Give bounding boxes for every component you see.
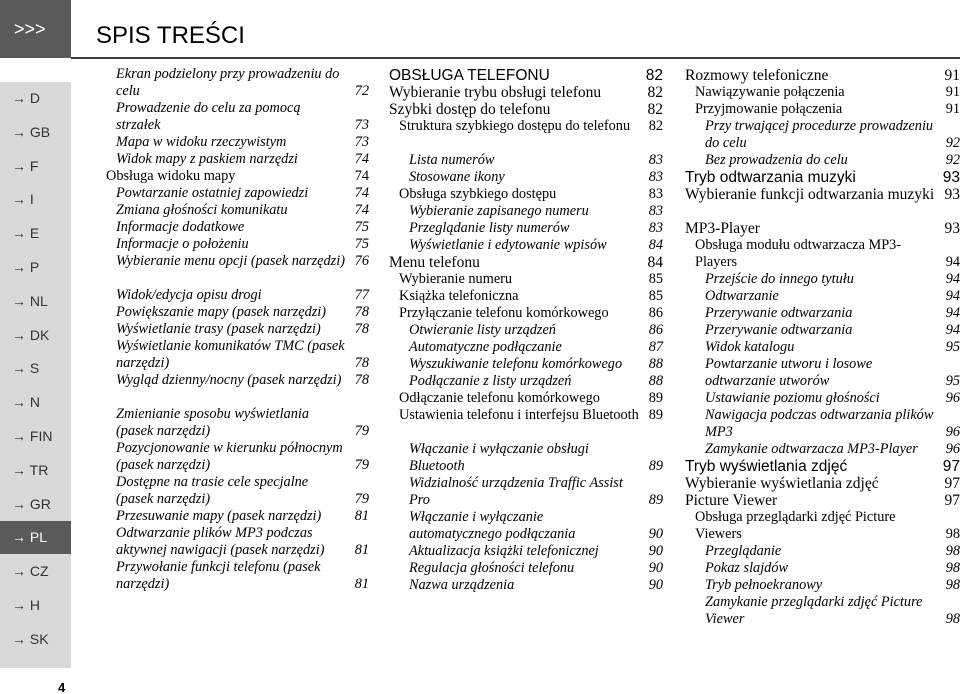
toc-entry-page: 81 [354, 508, 369, 524]
toc-entry[interactable] [685, 101, 960, 118]
toc-entry-title: Przejście do innego tytułu [705, 271, 854, 287]
toc-entry-title: Odtwarzanie [705, 288, 779, 304]
toc-entry[interactable] [389, 305, 663, 322]
toc-entry-title: Menu telefonu [389, 254, 480, 271]
toc-entry[interactable] [389, 152, 663, 169]
toc-entry-title: Obsługa widoku mapy [106, 168, 236, 184]
toc-entry-title: Tryb wyświetlania zdjęć [685, 458, 848, 475]
language-tab-e[interactable]: → E [12, 225, 40, 242]
toc-entry-page: 86 [648, 322, 663, 338]
toc-entry[interactable] [389, 356, 663, 373]
toc-entry-page: 78 [354, 321, 369, 337]
toc-entry-title: Lista numerów [409, 152, 495, 168]
toc-entry-page: 86 [648, 305, 663, 321]
toc-entry-page: 94 [945, 288, 960, 304]
toc-entry-page: 81 [354, 576, 369, 592]
toc-entry-page: 82 [645, 67, 663, 84]
language-tab-h[interactable]: → H [12, 597, 40, 613]
toc-entry[interactable] [685, 271, 960, 288]
toc-entry[interactable] [389, 118, 663, 135]
toc-entry[interactable] [389, 475, 663, 509]
toc-entry-page: 79 [354, 457, 369, 473]
toc-entry-title: Zmienianie sposobu wyświetlania (pasek narzędzi) [116, 406, 310, 439]
toc-entry[interactable] [685, 407, 960, 441]
toc-entry-title: Wyświetlanie i edytowanie wpisów [409, 237, 607, 253]
language-tab-sk[interactable]: → SK [12, 630, 49, 647]
toc-entry-title: Dostępne na trasie cele specjalne (pasek narzędzi) [116, 474, 309, 507]
toc-entry-page: 93 [942, 169, 960, 186]
toc-entry-title: Wybieranie zapisanego numeru [409, 203, 589, 219]
language-tab-gb[interactable]: → GB [12, 123, 51, 140]
toc-entry-title: Zamykanie przeglądarki zdjęć Picture Viewer [705, 594, 923, 627]
toc-entry-title: Ustawianie poziomu głośności [705, 390, 880, 406]
toc-entry-page: 73 [354, 117, 369, 133]
toc-entry[interactable] [106, 287, 369, 304]
toc-entry-page: 97 [942, 458, 960, 475]
toc-entry-page: 82 [648, 118, 663, 134]
toc-entry-page: 91 [944, 67, 960, 84]
toc-entry-page: 89 [648, 390, 663, 406]
language-tab-p[interactable]: → P [12, 259, 40, 275]
toc-entry-title: Informacje dodatkowe [116, 219, 245, 235]
toc-entry-title: Widok katalogu [705, 339, 795, 355]
toc-entry-page: 98 [945, 543, 960, 559]
toc-entry-page: 84 [648, 237, 663, 253]
toc-entry-page: 83 [648, 152, 663, 168]
toc-entry-page: 96 [945, 390, 960, 406]
toc-entry-title: Książka telefoniczna [399, 288, 519, 304]
toc-entry-title: Przyłączanie telefonu komórkowego [399, 305, 609, 321]
toc-entry-page: 75 [354, 236, 369, 252]
toc-entry-title: Otwieranie listy urządzeń [409, 322, 556, 338]
toc-entry-page: 85 [648, 288, 663, 304]
toc-entry-page: 98 [945, 577, 960, 593]
toc-entry-title: Automatyczne podłączanie [409, 339, 562, 355]
toc-entry-page: 87 [648, 339, 663, 355]
toc-entry-title: Przywołanie funkcji telefonu (pasek narzędzi) [116, 559, 321, 592]
toc-entry-page: 78 [354, 304, 369, 320]
toc-entry[interactable] [106, 134, 369, 151]
toc-entry-page: 89 [648, 407, 663, 423]
toc-entry-title: Picture Viewer [685, 492, 778, 509]
toc-entry-title: Podłączanie z listy urządzeń [409, 373, 572, 389]
toc-entry-page: 90 [648, 577, 663, 593]
toc-entry-page: 89 [648, 492, 663, 508]
toc-entry[interactable] [106, 508, 369, 525]
toc-entry-title: Powtarzanie ostatniej zapowiedzi [116, 185, 309, 201]
toc-entry-title: Widok mapy z paskiem narzędzi [116, 151, 298, 167]
toc-entry-title: Wybieranie funkcji odtwarzania muzyki [685, 186, 935, 203]
toc-entry-title: Włączanie i wyłączanie automatycznego podłączania [409, 509, 576, 542]
toc-entry[interactable] [685, 118, 960, 152]
toc-entry-page: 98 [945, 560, 960, 576]
toc-entry-title: Przerywanie odtwarzania [705, 305, 853, 321]
toc-entry-page: 94 [945, 271, 960, 287]
toc-entry[interactable] [389, 441, 663, 475]
toc-entry-page: 92 [945, 135, 960, 151]
toc-entry[interactable] [685, 237, 960, 271]
toc-entry-title: Ekran podzielony przy prowadzeniu do celu [116, 66, 340, 99]
toc-entry-page: 78 [354, 372, 369, 388]
toc-entry-title: Tryb pełnoekranowy [705, 577, 823, 593]
toc-entry[interactable] [685, 577, 960, 594]
toc-entry-page: 83 [648, 220, 663, 236]
toc-entry-title: Stosowane ikony [409, 169, 505, 185]
toc-entry[interactable] [106, 474, 369, 508]
toc-entry[interactable] [685, 441, 960, 458]
toc-entry-page: 83 [648, 186, 663, 202]
toc-entry-title: Obsługa szybkiego dostępu [399, 186, 557, 202]
toc-entry[interactable] [389, 254, 663, 271]
toc-entry[interactable] [685, 186, 960, 203]
page-number: 4 [58, 680, 66, 694]
toc-entry[interactable] [685, 594, 960, 628]
toc-entry[interactable] [106, 525, 369, 559]
toc-entry-title: Przeglądanie [705, 543, 782, 559]
toc-entry-title: Przy trwającej procedurze prowadzeniu do celu [705, 118, 934, 151]
toc-entry[interactable] [106, 304, 369, 321]
toc-entry-title: Wybieranie trybu obsługi telefonu [389, 84, 602, 101]
toc-entry-title: Nawiązywanie połączenia [695, 84, 845, 100]
toc-entry[interactable] [389, 339, 663, 356]
toc-entry-title: Informacje o położeniu [116, 236, 249, 252]
language-tab-tr[interactable]: → TR [12, 461, 49, 478]
toc-entry[interactable] [106, 185, 369, 202]
toc-entry[interactable] [389, 67, 663, 84]
toc-entry-title: Tryb odtwarzania muzyki [685, 169, 856, 186]
toc-entry-title: Szybki dostęp do telefonu [389, 101, 551, 118]
toc-entry-page: 84 [647, 254, 663, 271]
toc-entry-title: Zamykanie odtwarzacza MP3-Player [705, 441, 918, 457]
toc-entry-page: 91 [945, 84, 960, 100]
language-tab-d[interactable]: → D [12, 90, 40, 106]
language-tab-n[interactable]: → N [12, 394, 40, 411]
toc-entry-title: Struktura szybkiego dostępu do telefonu [399, 118, 631, 134]
toc-entry[interactable] [389, 237, 663, 254]
toc-entry[interactable] [389, 322, 663, 339]
toc-entry-title: Wyszukiwanie telefonu komórkowego [409, 356, 623, 372]
toc-entry[interactable] [106, 338, 369, 372]
toc-entry-page: 94 [945, 254, 960, 270]
toc-entry[interactable] [389, 220, 663, 237]
toc-entry[interactable] [389, 407, 663, 424]
toc-entry-page: 94 [945, 322, 960, 338]
toc-entry-title: Włączanie i wyłączanie obsługi Bluetooth [409, 441, 589, 474]
toc-entry[interactable] [106, 219, 369, 236]
toc-entry[interactable] [106, 406, 369, 440]
toc-entry-title: Obsługa modułu odtwarzacza MP3-Players [695, 237, 902, 270]
toc-entry[interactable] [685, 475, 960, 492]
toc-entry-page: 74 [354, 168, 369, 184]
toc-entry[interactable] [389, 560, 663, 577]
toc-entry[interactable] [685, 509, 960, 543]
toc-entry[interactable] [389, 101, 663, 118]
toc-entry[interactable] [106, 253, 369, 270]
toc-entry-title: OBSŁUGA TELEFONU [389, 67, 550, 84]
toc-entry[interactable] [685, 84, 960, 101]
page-title: SPIS TREŚCI [96, 22, 245, 49]
language-tab-s[interactable]: → S [12, 360, 40, 377]
toc-entry-title: Odtwarzanie plików MP3 podczas aktywnej nawigacji (pasek narzędzi) [116, 525, 325, 558]
toc-entry[interactable] [106, 202, 369, 219]
toc-entry-page: 76 [354, 253, 369, 269]
toc-entry[interactable] [685, 322, 960, 339]
toc-entry[interactable] [685, 152, 960, 169]
language-tab-nl[interactable]: → NL [12, 292, 48, 309]
language-tab-i[interactable]: → I [12, 191, 34, 208]
toc-entry-title: Aktualizacja książki telefonicznej [409, 543, 599, 559]
toc-entry-page: 93 [944, 186, 960, 203]
toc-entry-page: 75 [354, 219, 369, 235]
toc-entry-title: Wyświetlanie trasy (pasek narzędzi) [116, 321, 321, 337]
toc-entry[interactable] [389, 203, 663, 220]
toc-entry-page: 82 [647, 84, 663, 101]
toc-entry[interactable] [389, 271, 663, 288]
toc-entry-title: Prowadzenie do celu za pomocą strzałek [116, 100, 301, 133]
toc-entry-page: 83 [648, 203, 663, 219]
toc-entry-title: Rozmowy telefoniczne [685, 67, 829, 84]
toc-entry-title: Wybieranie menu opcji (pasek narzędzi) [116, 253, 345, 269]
toc-entry-title: MP3-Player [685, 220, 760, 237]
toc-entry[interactable] [389, 186, 663, 203]
toc-entry-title: Widzialność urządzenia Traffic Assist Pro [409, 475, 623, 508]
toc-entry-page: 77 [354, 287, 369, 303]
toc-entry[interactable] [106, 66, 369, 100]
toc-entry-page: 91 [945, 101, 960, 117]
toc-entry[interactable] [106, 168, 369, 185]
toc-entry[interactable] [389, 169, 663, 186]
toc-entry-page: 74 [354, 202, 369, 218]
toc-entry-page: 96 [945, 424, 960, 440]
toc-entry-title: Przerywanie odtwarzania [705, 322, 853, 338]
toc-entry-title: Powiększanie mapy (pasek narzędzi) [116, 304, 327, 320]
toc-entry-page: 73 [354, 134, 369, 150]
toc-entry-page: 98 [945, 611, 960, 627]
toc-entry-title: Wyświetlanie komunikatów TMC (pasek narzędzi) [116, 338, 345, 371]
toc-entry-title: Nazwa urządzenia [409, 577, 515, 593]
toc-entry[interactable] [685, 169, 960, 186]
toc-entry-page: 72 [354, 83, 369, 99]
toc-entry-title: Pokaz slajdów [705, 560, 789, 576]
toc-entry-title: Przesuwanie mapy (pasek narzędzi) [116, 508, 322, 524]
toc-entry-page: 90 [648, 560, 663, 576]
toc-entry-title: Nawigacja podczas odtwarzania plików MP3 [705, 407, 934, 440]
toc-entry[interactable] [685, 220, 960, 237]
toc-entry-page: 79 [354, 491, 369, 507]
toc-entry[interactable] [389, 543, 663, 560]
toc-entry-page: 97 [944, 492, 960, 509]
toc-entry[interactable] [389, 577, 663, 594]
toc-entry[interactable] [106, 151, 369, 168]
toc-entry-title: Wygląd dzienny/nocny (pasek narzędzi) [116, 372, 342, 388]
toc-entry-page: 79 [354, 423, 369, 439]
toc-entry-title: Obsługa przeglądarki zdjęć Picture Viewers [695, 509, 896, 542]
toc-entry[interactable] [106, 236, 369, 253]
toc-entry-page: 83 [648, 169, 663, 185]
toc-entry-title: Odłączanie telefonu komórkowego [399, 390, 600, 406]
toc-entry[interactable] [685, 288, 960, 305]
toc-entry-page: 81 [354, 542, 369, 558]
toc-entry[interactable] [685, 560, 960, 577]
language-tab-dk[interactable]: → DK [12, 326, 50, 343]
toc-entry[interactable] [389, 84, 663, 101]
language-sidebar [0, 82, 71, 668]
toc-entry-title: Powtarzanie utworu i losowe odtwarzanie utworów [705, 356, 873, 389]
toc-entry[interactable] [389, 509, 663, 543]
toc-entry[interactable] [389, 373, 663, 390]
toc-entry-page: 92 [945, 152, 960, 168]
toc-entry[interactable] [389, 390, 663, 407]
toc-entry-page: 82 [647, 101, 663, 118]
title-divider [71, 57, 960, 59]
language-tab-pl[interactable]: → PL [0, 521, 71, 554]
toc-entry-title: Wybieranie wyświetlania zdjęć [685, 475, 879, 492]
toc-entry-title: Przeglądanie listy numerów [409, 220, 570, 236]
toc-entry[interactable] [685, 543, 960, 560]
toc-entry-title: Regulacja głośności telefonu [409, 560, 575, 576]
language-tab-fin[interactable]: → FIN [12, 428, 53, 444]
toc-entry-page: 74 [354, 151, 369, 167]
toc-entry[interactable] [685, 458, 960, 475]
toc-entry[interactable] [106, 321, 369, 338]
toc-entry[interactable] [685, 305, 960, 322]
toc-entry-title: Pozycjonowanie w kierunku północnym (pasek narzędzi) [116, 440, 343, 473]
language-tab-f[interactable]: → F [12, 157, 39, 174]
toc-entry[interactable] [106, 559, 369, 593]
toc-entry[interactable] [685, 356, 960, 390]
toc-entry-page: 85 [648, 271, 663, 287]
toc-entry-page: 93 [944, 220, 960, 237]
toc-entry-page: 95 [945, 373, 960, 389]
toc-entry[interactable] [106, 440, 369, 474]
toc-entry-title: Widok/edycja opisu drogi [116, 287, 262, 303]
toc-entry-page: 94 [945, 305, 960, 321]
toc-entry-page: 97 [944, 475, 960, 492]
toc-entry-title: Przyjmowanie połączenia [695, 101, 843, 117]
nav-marker-tab[interactable]: >>> [0, 0, 71, 58]
toc-entry-title: Ustawienia telefonu i interfejsu Bluetooth [399, 407, 639, 423]
toc-entry-page: 78 [354, 355, 369, 371]
language-tab-gr[interactable]: → GR [12, 495, 51, 512]
toc-entry-title: Wybieranie numeru [399, 271, 513, 287]
toc-entry-page: 74 [354, 185, 369, 201]
toc-entry-page: 96 [945, 441, 960, 457]
toc-entry[interactable] [685, 390, 960, 407]
toc-entry[interactable] [685, 67, 960, 84]
toc-entry[interactable] [685, 339, 960, 356]
toc-entry-page: 88 [648, 373, 663, 389]
toc-entry-title: Zmiana głośności komunikatu [116, 202, 288, 218]
toc-entry-page: 90 [648, 543, 663, 559]
toc-entry-page: 88 [648, 356, 663, 372]
toc-entry-title: Bez prowadzenia do celu [705, 152, 848, 168]
toc-entry[interactable] [106, 100, 369, 134]
toc-entry-page: 89 [648, 458, 663, 474]
language-tab-cz[interactable]: → CZ [12, 563, 49, 580]
toc-entry-page: 95 [945, 339, 960, 355]
toc-entry[interactable] [685, 492, 960, 509]
toc-entry-page: 98 [945, 526, 960, 542]
toc-entry-page: 90 [648, 526, 663, 542]
toc-entry[interactable] [389, 288, 663, 305]
toc-entry[interactable] [106, 372, 369, 389]
toc-entry-title: Mapa w widoku rzeczywistym [116, 134, 287, 150]
